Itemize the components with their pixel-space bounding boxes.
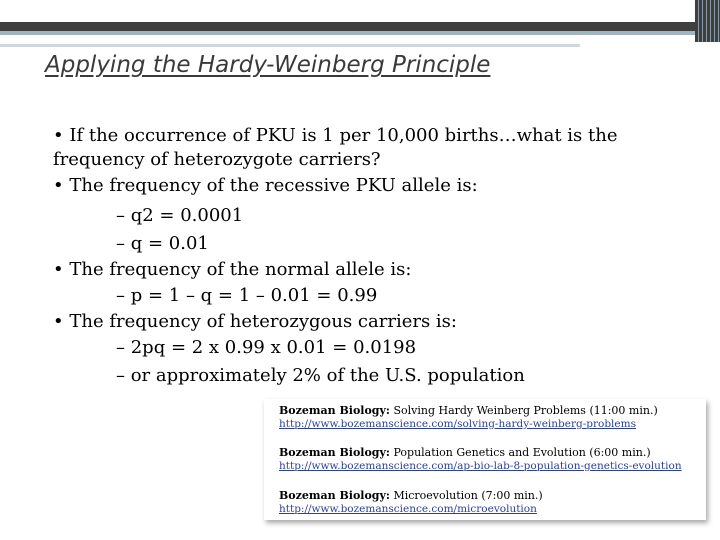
slide-title: Applying the Hardy-Weinberg Principle (45, 52, 491, 78)
bullet-4: • The frequency of heterozygous carriers is: (53, 311, 457, 332)
reference-1-link[interactable]: http://www.bozemanscience.com/solving-hardy-weinberg-problems (279, 418, 636, 430)
header-band-dark (0, 22, 695, 31)
bullet-2-text: The frequency of the recessive PKU allele is: (69, 175, 478, 196)
reference-3-desc: Microevolution (7:00 min.) (393, 489, 543, 502)
slide-body (53, 124, 693, 390)
bullet-3: • The frequency of the normal allele is: (53, 259, 412, 280)
reference-3-source: Bozeman Biology: (279, 489, 390, 502)
reference-2-link[interactable]: http://www.bozemanscience.com/ap-bio-lab-8-population-genetics-evolution (279, 460, 682, 472)
bullet-3-text: The frequency of the normal allele is: (69, 259, 412, 280)
bullet-1: • If the occurrence of PKU is 1 per 10,000 births…what is the frequency of heterozygote carriers? (53, 125, 618, 170)
reference-3 (279, 489, 543, 516)
reference-1 (279, 404, 658, 431)
reference-3-link[interactable]: http://www.bozemanscience.com/microevolution (279, 503, 537, 515)
sub-bullet-2-2: – q = 0.01 (116, 233, 209, 254)
reference-1-source: Bozeman Biology: (279, 404, 390, 417)
title-rule (0, 44, 580, 47)
reference-2-desc: Population Genetics and Evolution (6:00 min.) (393, 446, 651, 459)
sub-bullet-4-2: – or approximately 2% of the U.S. population (116, 365, 525, 386)
reference-1-desc: Solving Hardy Weinberg Problems (11:00 min.) (393, 404, 658, 417)
sub-bullet-3-1: – p = 1 – q = 1 – 0.01 = 0.99 (116, 285, 378, 306)
bullet-1-text: If the occurrence of PKU is 1 per 10,000 births…what is the frequency of heterozygote carriers? (53, 125, 618, 170)
bullet-4-text: The frequency of heterozygous carriers is: (69, 311, 457, 332)
reference-box (264, 399, 706, 520)
header-band-light (0, 31, 695, 35)
sub-bullet-4-1: – 2pq = 2 x 0.99 x 0.01 = 0.0198 (116, 337, 417, 358)
reference-2 (279, 446, 682, 473)
corner-stripes (695, 0, 720, 42)
reference-2-source: Bozeman Biology: (279, 446, 390, 459)
sub-bullet-2-1: – q2 = 0.0001 (116, 205, 244, 226)
top-margin (0, 0, 720, 22)
bullet-2: • The frequency of the recessive PKU allele is: (53, 175, 478, 196)
